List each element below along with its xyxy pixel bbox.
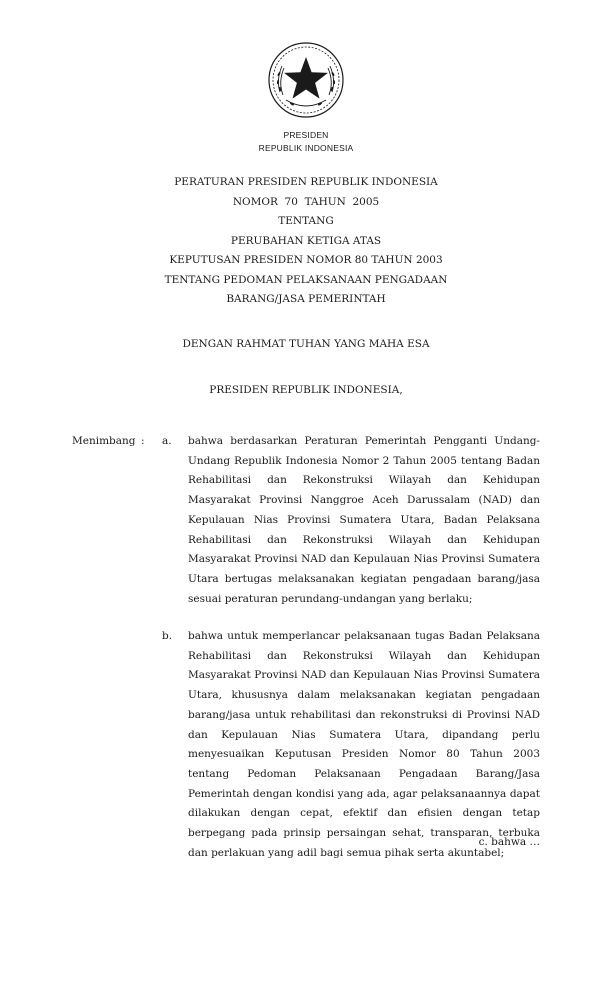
consideration-paragraph-a: bahwa berdasarkan Peraturan Pemerintah Pengganti Undang-Undang Republik Indonesia Nomor 2 Tahun 2005 tentang Badan Rehabilitasi dan Rekonstruksi Wilayah dan Kehidupan Masyarakat Provinsi Nanggroe Aceh Darussalam (NAD) dan Kepulauan Nias Provinsi Sumatera Utara, Badan Pelaksana Rehabilitasi dan Rekonstruksi Wilayah dan Kehidupan Masyarakat Provinsi NAD dan Kepulauan Nias Provinsi Sumatera Utara bertugas melaksanakan kegiatan pengadaan barang/jasa sesuai peraturan perundang-undangan yang berlaku; bbox=[188, 435, 540, 605]
title-line: PERUBAHAN KETIGA ATAS bbox=[230, 234, 382, 247]
title-line: BARANG/JASA PEMERINTAH bbox=[226, 293, 386, 305]
document-title bbox=[0, 173, 612, 310]
considerations-label: Menimbang bbox=[72, 435, 136, 447]
item-marker-a: a. bbox=[162, 435, 172, 447]
title-line: TENTANG PEDOMAN PELAKSANAAN PENGADAAN bbox=[164, 273, 448, 286]
title-line: NOMOR 70 TAHUN 2005 bbox=[232, 195, 380, 208]
rahmat-line: DENGAN RAHMAT TUHAN YANG MAHA ESA bbox=[182, 338, 430, 350]
title-line: TENTANG bbox=[278, 215, 334, 227]
considerations-colon: : bbox=[141, 435, 145, 447]
consideration-paragraph-b: bahwa untuk memperlancar pelaksanaan tugas Badan Pelaksana Rehabilitasi dan Rekonstruksi Wilayah dan Kehidupan Masyarakat Provinsi NAD dan Kepulauan Nias Provinsi Sumatera Utara, khususnya dalam melaksanakan kegiatan pengadaan barang/jasa untuk rehabilitasi dan rekonstruksi di Provinsi NAD dan Kepulauan Nias Sumatera Utara, dipandang perlu menyesuaikan Keputusan Presiden Nomor 80 Tahun 2003 tentang Pedoman Pelaksanaan Pengadaan Barang/Jasa Pemerintah dengan kondisi yang ada, agar pelaksanaannya dapat dilakukan dengan cepat, efektif dan efisien dengan tetap berpegang pada prinsip persaingan sehat, transparan, terbuka dan perlakuan yang adil bagi semua pihak serta akuntabel; bbox=[188, 630, 540, 859]
presidential-seal-icon bbox=[266, 40, 346, 120]
letterhead-republik: REPUBLIK INDONESIA bbox=[258, 143, 354, 153]
item-marker-b: b. bbox=[162, 630, 173, 642]
president-line: PRESIDEN REPUBLIK INDONESIA, bbox=[209, 384, 403, 396]
letterhead-presiden: PRESIDEN bbox=[283, 130, 329, 140]
continuation-note: c. bahwa … bbox=[478, 836, 540, 848]
title-line: KEPUTUSAN PRESIDEN NOMOR 80 TAHUN 2003 bbox=[169, 254, 443, 266]
title-line: PERATURAN PRESIDEN REPUBLIK INDONESIA bbox=[174, 176, 438, 188]
